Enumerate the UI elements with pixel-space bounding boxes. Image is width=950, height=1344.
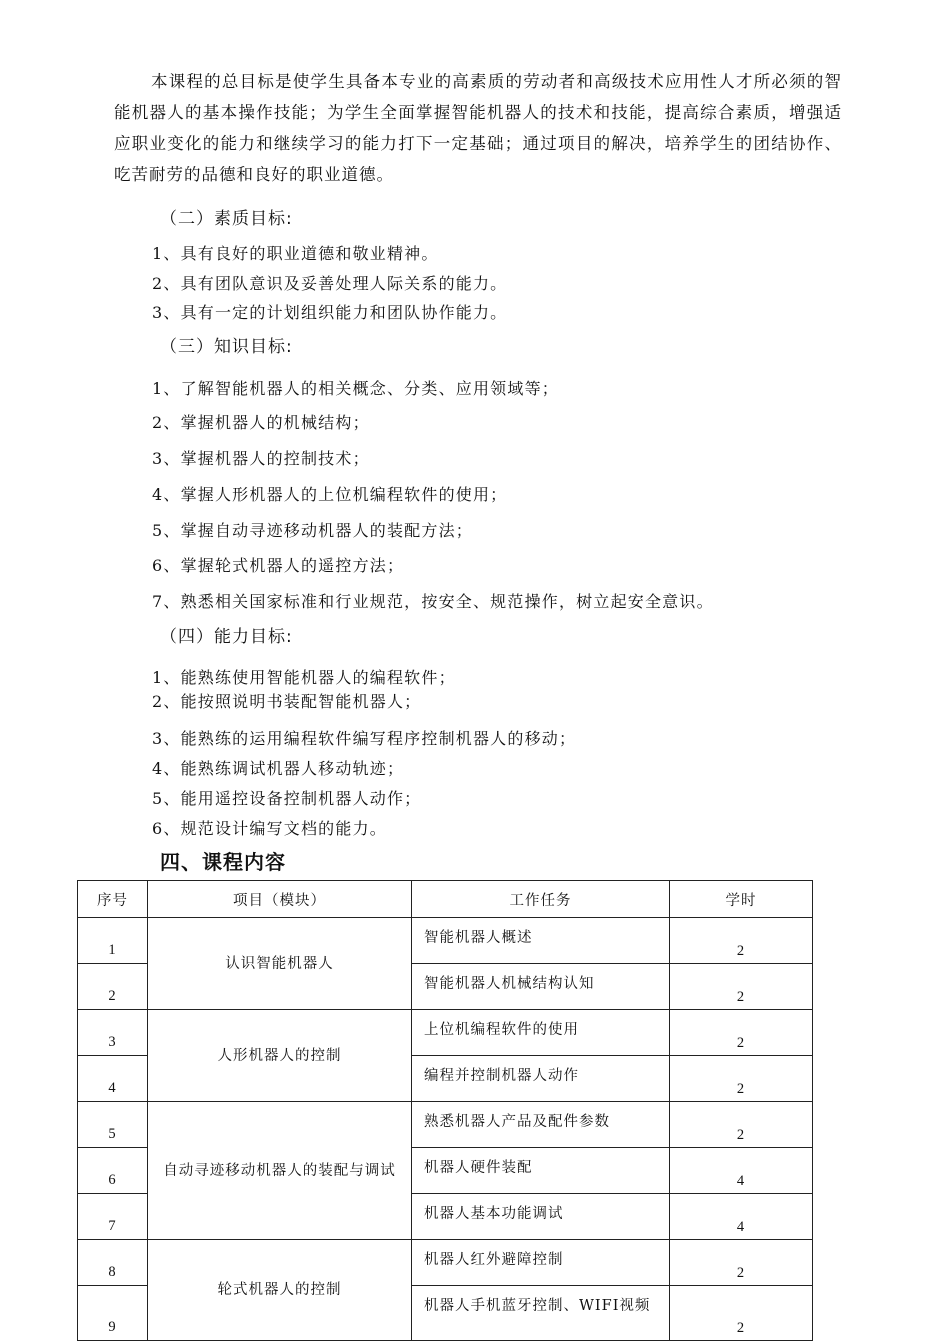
ability-heading: （四）能力目标: — [160, 627, 293, 647]
section-title: 四、课程内容 — [160, 850, 286, 874]
project-cell: 自动寻迹移动机器人的装配与调试 — [148, 1102, 412, 1240]
header-project: 项目（模块） — [148, 881, 412, 918]
row-hours: 4 — [670, 1194, 813, 1240]
ability-item: 1、能熟练使用智能机器人的编程软件； — [152, 668, 456, 687]
ability-item: 3、能熟练的运用编程软件编写程序控制机器人的移动； — [152, 729, 577, 748]
row-no: 3 — [78, 1010, 148, 1056]
row-hours: 2 — [670, 918, 813, 964]
row-no: 6 — [78, 1148, 148, 1194]
row-no: 1 — [78, 918, 148, 964]
header-hours: 学时 — [670, 881, 813, 918]
row-hours: 2 — [670, 1286, 813, 1341]
row-task: 编程并控制机器人动作 — [412, 1056, 670, 1102]
row-task: 机器人手机蓝牙控制、WIFI视频 — [412, 1286, 670, 1341]
header-no: 序号 — [78, 881, 148, 918]
project-cell: 人形机器人的控制 — [148, 1010, 412, 1102]
row-hours: 2 — [670, 1240, 813, 1286]
quality-heading: （二）素质目标: — [160, 209, 293, 229]
project-cell: 认识智能机器人 — [148, 918, 412, 1010]
quality-item: 2、具有团队意识及妥善处理人际关系的能力。 — [152, 274, 508, 293]
ability-item: 2、能按照说明书装配智能机器人； — [152, 692, 422, 711]
course-content-table — [77, 880, 813, 1341]
table-header-row — [78, 881, 813, 918]
row-no: 8 — [78, 1240, 148, 1286]
ability-item: 6、规范设计编写文档的能力。 — [152, 819, 387, 838]
row-no: 4 — [78, 1056, 148, 1102]
row-task: 智能机器人机械结构认知 — [412, 964, 670, 1010]
row-task: 上位机编程软件的使用 — [412, 1010, 670, 1056]
ability-item: 5、能用遥控设备控制机器人动作； — [152, 789, 422, 808]
knowledge-item: 4、掌握人形机器人的上位机编程软件的使用； — [152, 485, 508, 504]
table-row — [78, 1240, 813, 1286]
row-task: 机器人硬件装配 — [412, 1148, 670, 1194]
row-hours: 2 — [670, 964, 813, 1010]
intro-paragraph — [114, 66, 842, 190]
quality-item: 1、具有良好的职业道德和敬业精神。 — [152, 244, 439, 263]
table-row — [78, 918, 813, 964]
knowledge-item: 2、掌握机器人的机械结构； — [152, 413, 370, 432]
row-task: 机器人基本功能调试 — [412, 1194, 670, 1240]
knowledge-item: 1、了解智能机器人的相关概念、分类、应用领域等； — [152, 379, 559, 398]
table-row — [78, 1102, 813, 1148]
row-task: 机器人红外避障控制 — [412, 1240, 670, 1286]
knowledge-item: 3、掌握机器人的控制技术； — [152, 449, 370, 468]
row-hours: 2 — [670, 1102, 813, 1148]
row-hours: 2 — [670, 1056, 813, 1102]
header-task: 工作任务 — [412, 881, 670, 918]
quality-item: 3、具有一定的计划组织能力和团队协作能力。 — [152, 303, 508, 322]
row-task: 智能机器人概述 — [412, 918, 670, 964]
intro-text: 本课程的总目标是使学生具备本专业的高素质的劳动者和高级技术应用性人才所必须的智能机器人的基本操作技能；为学生全面掌握智能机器人的技术和技能，提高综合素质，增强适应职业变化的能力和继续学习的能力打下一定基础；通过项目的解决，培养学生的团结协作、吃苦耐劳的品德和良好的职业道德。 — [114, 72, 842, 184]
row-hours: 2 — [670, 1010, 813, 1056]
row-no: 2 — [78, 964, 148, 1010]
ability-item: 4、能熟练调试机器人移动轨迹； — [152, 759, 405, 778]
knowledge-item: 5、掌握自动寻迹移动机器人的装配方法； — [152, 521, 473, 540]
project-cell: 轮式机器人的控制 — [148, 1240, 412, 1341]
row-no: 7 — [78, 1194, 148, 1240]
table-row — [78, 1010, 813, 1056]
knowledge-item: 6、掌握轮式机器人的遥控方法； — [152, 556, 405, 575]
knowledge-item: 7、熟悉相关国家标准和行业规范，按安全、规范操作，树立起安全意识。 — [152, 592, 714, 611]
row-no: 5 — [78, 1102, 148, 1148]
row-task: 熟悉机器人产品及配件参数 — [412, 1102, 670, 1148]
knowledge-heading: （三）知识目标: — [160, 337, 293, 357]
row-no: 9 — [78, 1286, 148, 1341]
row-hours: 4 — [670, 1148, 813, 1194]
